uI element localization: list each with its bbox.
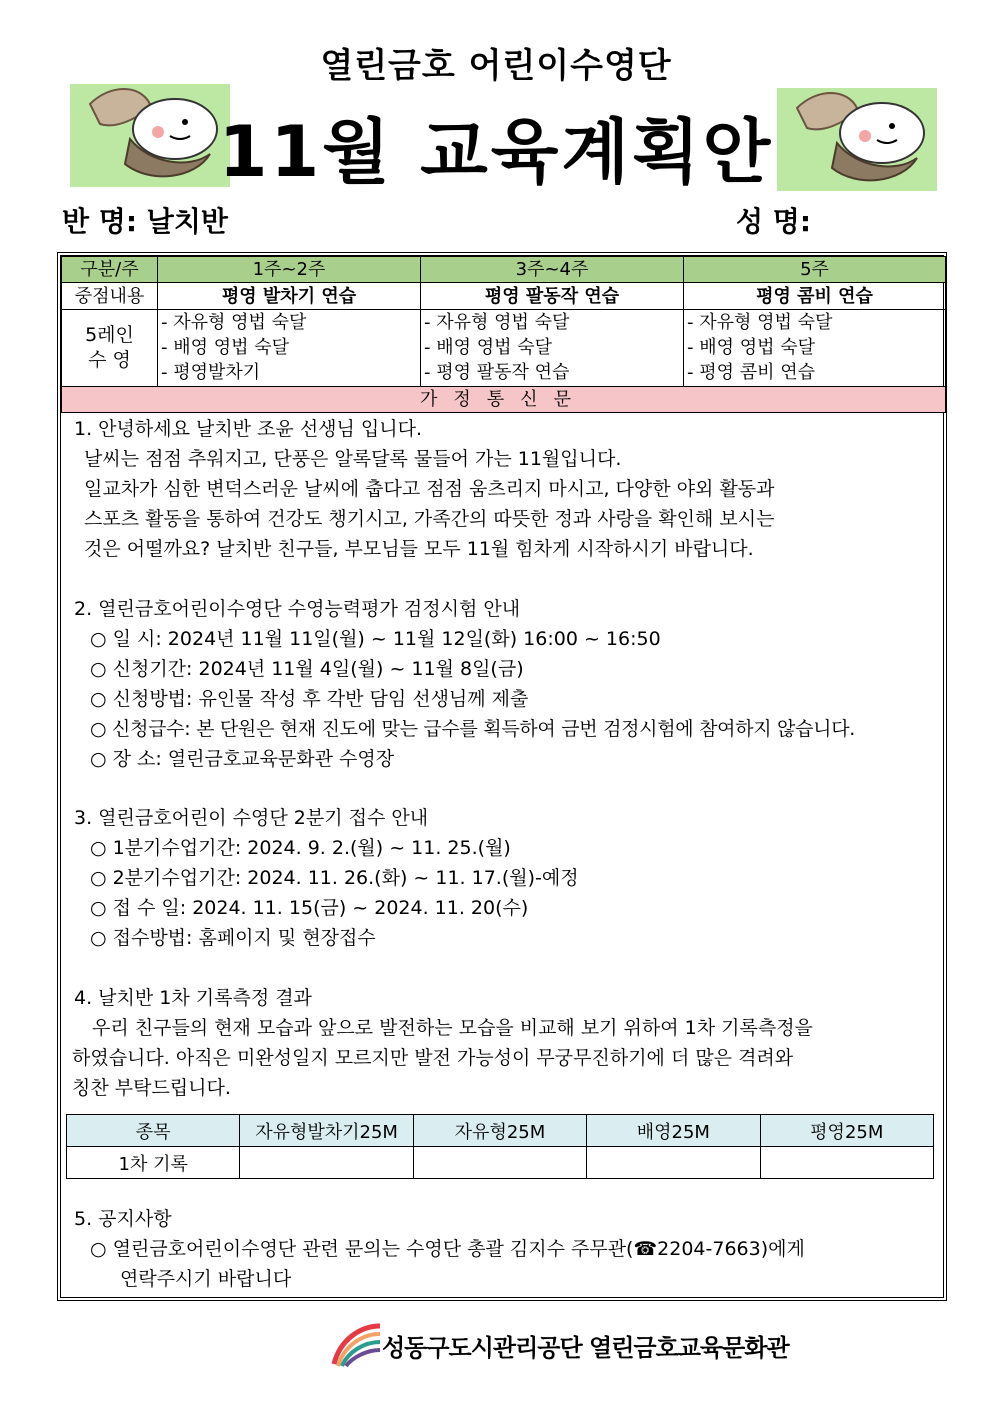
- record-cell: [587, 1147, 760, 1179]
- record-cell: [413, 1147, 586, 1179]
- list-item: ○ 신청급수: 본 단원은 현재 진도에 맞는 급수를 획득하여 금번 검정시험에 참여하지 않습니다.: [90, 718, 855, 740]
- lane-row: [62, 310, 946, 387]
- record-col-header: 자유형25M: [413, 1115, 586, 1147]
- section-title: 5. 공지사항: [74, 1208, 172, 1230]
- footer-logo: [330, 1320, 789, 1368]
- notice-line: ○ 열린금호어린이수영단 관련 문의는 수영단 총괄 김지수 주무관(☎2204-7663)에게: [90, 1238, 805, 1260]
- record-col-header: 배영25M: [587, 1115, 760, 1147]
- lane-item: - 배영 영법 숙달: [424, 337, 552, 358]
- lane-item: - 자유형 영법 숙달: [687, 312, 833, 333]
- section-record: [74, 983, 934, 1103]
- lane-item: - 평영 콤비 연습: [687, 362, 815, 383]
- paragraph-line: 칭찬 부탁드립니다.: [72, 1077, 231, 1099]
- lane-label-line: 5레인: [85, 324, 134, 346]
- notice-line: 연락주시기 바랍니다: [120, 1268, 292, 1290]
- paragraph-line: 날씨는 점점 추워지고, 단풍은 알록달록 물들어 가는 11월입니다.: [84, 448, 622, 470]
- lane-item: - 배영 영법 숙달: [687, 337, 815, 358]
- list-item: ○ 신청방법: 유인물 작성 후 각반 담임 선생님께 제출: [90, 688, 529, 710]
- record-table: [66, 1114, 934, 1179]
- rainbow-logo-icon: [330, 1320, 382, 1368]
- notice-header: 가정통신문: [62, 387, 946, 413]
- footer-logo-text: 성동구도시관리공단 열린금호교육문화관: [382, 1334, 789, 1362]
- record-col-header: 종목: [67, 1115, 240, 1147]
- focus-row: [62, 283, 946, 310]
- focus-cell: 평영 팔동작 연습: [421, 283, 684, 310]
- record-cell: [240, 1147, 413, 1179]
- lane-item: - 평영발차기: [161, 362, 261, 383]
- list-item: ○ 접수방법: 홈페이지 및 현장접수: [90, 927, 376, 949]
- plan-table: [61, 256, 946, 413]
- lane-label: [62, 310, 158, 387]
- lane-label-line: 수 영: [88, 349, 131, 371]
- org-title: 열린금호 어린이수영단: [320, 46, 672, 86]
- lane-item: - 배영 영법 숙달: [161, 337, 289, 358]
- plan-col-header: 구분/주: [62, 257, 158, 283]
- record-col-header: 평영25M: [760, 1115, 933, 1147]
- lane-item: - 자유형 영법 숙달: [161, 312, 307, 333]
- record-header-row: [67, 1115, 934, 1147]
- notice-header-row: [62, 387, 946, 413]
- paragraph-line: 하였습니다. 아직은 미완성일지 모르지만 발전 가능성이 무궁무진하기에 더 많은 격려와: [72, 1047, 794, 1069]
- record-row: [67, 1147, 934, 1179]
- lane-cell: [158, 310, 421, 387]
- section-title: 4. 날치반 1차 기록측정 결과: [74, 987, 312, 1009]
- paragraph-line: 스포츠 활동을 통하여 건강도 챙기시고, 가족간의 따뜻한 정과 사랑을 확인해 보시는: [84, 508, 775, 530]
- lane-item: - 평영 팔동작 연습: [424, 362, 570, 383]
- plan-header-row: [62, 257, 946, 283]
- class-name-label: 반 명: 날치반: [62, 205, 228, 238]
- section-greeting: [74, 414, 934, 564]
- section-registration: [74, 803, 934, 953]
- section-title: 2. 열린금호어린이수영단 수영능력평가 검정시험 안내: [74, 598, 521, 620]
- list-item: ○ 1분기수업기간: 2024. 9. 2.(월) ~ 11. 25.(월): [90, 837, 511, 859]
- list-item: ○ 장 소: 열린금호교육문화관 수영장: [90, 748, 395, 770]
- list-item: ○ 접 수 일: 2024. 11. 15(금) ~ 2024. 11. 20(수): [90, 897, 529, 919]
- section-title: 3. 열린금호어린이 수영단 2분기 접수 안내: [74, 807, 429, 829]
- list-item: ○ 일 시: 2024년 11월 11일(월) ~ 11월 12일(화) 16:00 ~ 16:50: [90, 628, 661, 650]
- main-title: 11월 교육계획안: [218, 111, 774, 193]
- plan-col-header: 1주~2주: [158, 257, 421, 283]
- student-name-label: 성 명:: [736, 205, 812, 238]
- focus-cell: 평영 콤비 연습: [684, 283, 946, 310]
- section-title: 1. 안녕하세요 날치반 조윤 선생님 입니다.: [74, 418, 423, 440]
- paragraph-line: 일교차가 심한 변덕스러운 날씨에 춥다고 점점 움츠리지 마시고, 다양한 야외 활동과: [84, 478, 775, 500]
- section-exam-notice: [74, 594, 934, 774]
- section-notice: [74, 1204, 934, 1294]
- lane-item: - 자유형 영법 숙달: [424, 312, 570, 333]
- record-cell: [760, 1147, 933, 1179]
- plan-col-header: 3주~4주: [421, 257, 684, 283]
- lane-cell: [421, 310, 684, 387]
- record-row-label: 1차 기록: [67, 1147, 240, 1179]
- paragraph-line: 것은 어떨까요? 날치반 친구들, 부모님들 모두 11월 힘차게 시작하시기 바랍니다.: [84, 538, 754, 560]
- focus-cell: 평영 발차기 연습: [158, 283, 421, 310]
- lane-cell: [684, 310, 946, 387]
- paragraph-line: 우리 친구들의 현재 모습과 앞으로 발전하는 모습을 비교해 보기 위하여 1차 기록측정을: [92, 1017, 813, 1039]
- focus-label: 중점내용: [62, 283, 158, 310]
- record-col-header: 자유형발차기25M: [240, 1115, 413, 1147]
- list-item: ○ 2분기수업기간: 2024. 11. 26.(화) ~ 11. 17.(월)-예정: [90, 867, 579, 889]
- list-item: ○ 신청기간: 2024년 11월 4일(월) ~ 11월 8일(금): [90, 658, 524, 680]
- plan-col-header: 5주: [684, 257, 946, 283]
